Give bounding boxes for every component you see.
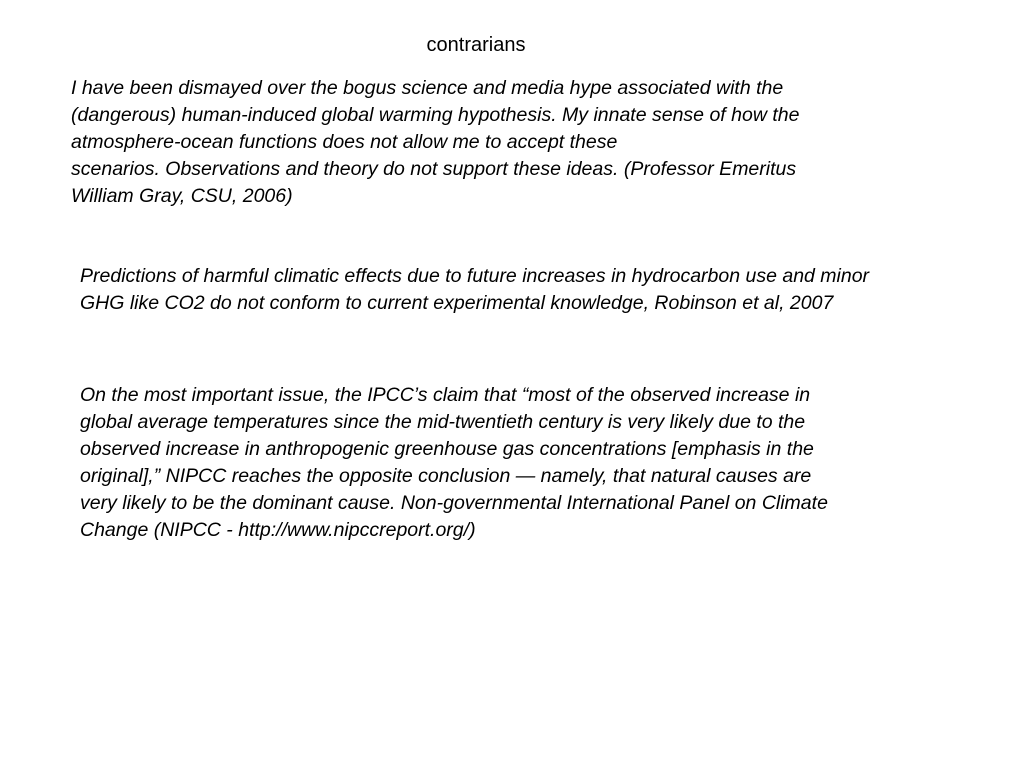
quote-line: On the most important issue, the IPCC’s claim that “most of the observed increase in [80,384,811,406]
quote-line: atmosphere-ocean functions does not allow me to accept these [71,131,618,153]
quote-robinson [80,263,869,317]
quote-line: I have been dismayed over the bogus science and media hype associated with the [71,77,784,99]
quote-line: Change (NIPCC - http://www.nipccreport.org/) [80,519,476,541]
quote-line: GHG like CO2 do not conform to current experimental knowledge, Robinson et al, 2007 [80,292,834,314]
quote-line: very likely to be the dominant cause. Non-governmental International Panel on Climate [80,492,828,514]
quote-line: Predictions of harmful climatic effects due to future increases in hydrocarbon use and minor [80,265,870,287]
slide-title: contrarians [426,34,526,56]
quote-line: William Gray, CSU, 2006) [71,185,293,207]
quote-line: scenarios. Observations and theory do not support these ideas. (Professor Emeritus [71,158,797,180]
quote-line: (dangerous) human-induced global warming hypothesis. My innate sense of how the [71,104,800,126]
quote-nipcc [80,382,828,544]
quote-line: original],” NIPCC reaches the opposite conclusion — namely, that natural causes are [80,465,812,487]
quote-line: observed increase in anthropogenic greenhouse gas concentrations [emphasis in the [80,438,814,460]
quote-line: global average temperatures since the mid-twentieth century is very likely due to the [80,411,806,433]
quote-william-gray [71,75,799,210]
